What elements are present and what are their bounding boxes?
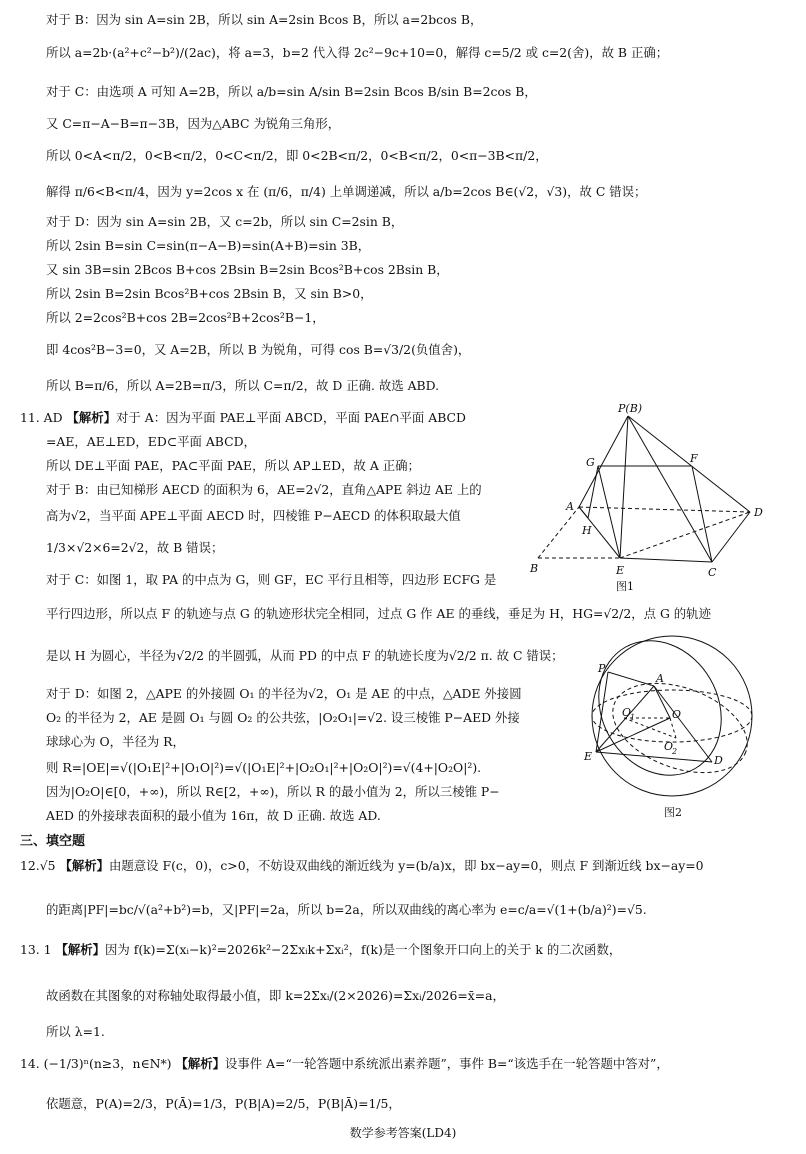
text-line <box>46 482 482 498</box>
line-text: 的距离|PF|=bc/√(a²+b²)=b，又|PF|=2a，所以 b=2a，所以双曲线的离心率为 e=c/a=√(1+(b/a)²)=√5. <box>46 902 647 917</box>
line-text: 对于 B：因为 sin A=sin 2B，所以 sin A=2sin Bcos B，所以 a=2bcos B， <box>46 12 483 27</box>
text-line <box>20 858 704 874</box>
fig2-label-O1-sub: 1 <box>630 713 636 722</box>
text-line <box>46 648 564 664</box>
text-line <box>20 1056 669 1072</box>
fig1-label-E: E <box>616 564 625 577</box>
line-text: 即 4cos²B−3=0，又 A=2B，所以 B 为锐角，可得 cos B=√3/2(负值舍)， <box>46 342 471 357</box>
text-line <box>46 1096 401 1112</box>
line-text: 所以 2=2cos²B+cos 2B=2cos²B+2cos²B−1， <box>46 310 325 325</box>
fig1-label-P: P(B) <box>618 402 643 415</box>
text-line <box>46 310 325 326</box>
fig2-caption: 图2 <box>664 806 682 819</box>
line-text: 所以 λ=1. <box>46 1024 105 1039</box>
line-text: 设事件 A=“一轮答题中系统派出素养题”，事件 B=“该选手在一轮答题中答对”， <box>225 1056 669 1071</box>
line-text: 对于 C：由选项 A 可知 A=2B，所以 a/b=sin A/sin B=2sin Bcos B/sin B=2cos B， <box>46 84 537 99</box>
text-line <box>46 262 449 278</box>
text-line <box>46 286 373 302</box>
text-line <box>46 1024 105 1040</box>
line-text: 又 C=π−A−B=π−3B，因为△ABC 为锐角三角形， <box>46 116 341 131</box>
line-text: 因为 f(k)=Σ(xᵢ−k)²=2026k²−2Σxᵢk+Σxᵢ²，f(k)是一个图象开口向上的关于 k 的二次函数， <box>105 942 622 957</box>
line-text: AED 的外接球表面积的最小值为 16π，故 D 正确. 故选 AD. <box>46 808 381 823</box>
text-line <box>46 12 482 28</box>
line-text: 所以 DE⊥平面 PAE，PA⊂平面 PAE，所以 AP⊥ED，故 A 正确； <box>46 458 420 473</box>
fig1-label-C: C <box>708 566 717 579</box>
fig2-label-E: E <box>584 750 593 763</box>
fig2-label-D: D <box>714 754 723 767</box>
fig1-label-A: A <box>566 500 574 513</box>
analysis-tag: 【解析】 <box>175 1056 225 1071</box>
analysis-tag: 【解析】 <box>59 858 109 873</box>
line-text: 对于 C：如图 1，取 PA 的中点为 G，则 GF，EC 平行且相等，四边形 ECFG 是 <box>46 572 497 587</box>
section-heading-fill-blank: 三、填空题 <box>20 834 86 849</box>
line-text: 高为√2，当平面 APE⊥平面 AECD 时，四棱锥 P−AECD 的体积取最大值 <box>46 508 461 523</box>
line-text: 则 R=|OE|=√(|O₁E|²+|O₁O|²)=√(|O₁E|²+|O₂O₁|²+|O₂O|²)=√(4+|O₂O|²). <box>46 760 482 775</box>
text-line <box>46 808 381 824</box>
fig1-label-F: F <box>690 452 698 465</box>
text-line <box>46 784 500 800</box>
line-text: 又 sin 3B=sin 2Bcos B+cos 2Bsin B=2sin Bcos²B+cos 2Bsin B， <box>46 262 449 277</box>
fig2-label-O: O <box>672 708 682 721</box>
line-text: 是以 H 为圆心，半径为√2/2 的半圆弧，从而 PD 的中点 F 的轨迹长度为√2/2 π. 故 C 错误； <box>46 648 564 663</box>
text-line <box>46 988 505 1004</box>
question-number: 14. (−1/3)ⁿ(n≥3，n∈N*) <box>20 1056 176 1071</box>
fig1-label-B: B <box>530 562 539 575</box>
text-line <box>46 434 256 450</box>
fig1-caption: 图1 <box>616 580 634 593</box>
question-number: 11. AD <box>20 410 67 425</box>
text-line <box>46 508 461 524</box>
line-text: 解得 π/6<B<π/4，因为 y=2cos x 在 (π/6，π/4) 上单调递减，所以 a/b=2cos B∈(√2，√3)，故 C 错误； <box>46 184 647 199</box>
line-text: 所以 2sin B=2sin Bcos²B+cos 2Bsin B，又 sin B>0， <box>46 286 373 301</box>
line-text: 球球心为 O，半径为 R， <box>46 734 185 749</box>
line-text: 对于 B：由已知梯形 AECD 的面积为 6，AE=2√2，直角△APE 斜边 AE 上的 <box>46 482 482 497</box>
text-line <box>46 540 223 556</box>
text-line <box>46 84 537 100</box>
fig2-label-P: P <box>598 662 606 675</box>
fig2-label-A: A <box>656 672 664 685</box>
line-text: 所以 0<A<π/2，0<B<π/2，0<C<π/2，即 0<2B<π/2，0<B<π/2，0<π−3B<π/2， <box>46 148 548 163</box>
text-line <box>46 458 420 474</box>
line-text: 对于 A：因为平面 PAE⊥平面 ABCD，平面 PAE∩平面 ABCD <box>116 410 466 425</box>
fig2-label-O1: O <box>622 706 632 719</box>
line-text: 1/3×√2×6=2√2，故 B 错误； <box>46 540 224 555</box>
line-text: O₂ 的半径为 2，AE 是圆 O₁ 与圆 O₂ 的公共弦，|O₂O₁|=√2. 设三棱锥 P−AED 外接 <box>46 710 520 725</box>
fig1-label-H: H <box>582 524 592 537</box>
text-line <box>46 378 439 394</box>
text-line <box>46 342 470 358</box>
text-line <box>46 572 496 588</box>
analysis-tag: 【解析】 <box>55 942 106 957</box>
line-text: 对于 D：因为 sin A=sin 2B，又 c=2b，所以 sin C=2sin B， <box>46 214 404 229</box>
figure-2-sphere <box>580 628 780 824</box>
text-line <box>46 45 668 61</box>
text-line <box>20 410 466 426</box>
figure-1-pyramid <box>524 400 784 596</box>
line-text: 平行四边形，所以点 F 的轨迹与点 G 的轨迹形状完全相同，过点 G 作 AE 的垂线，垂足为 H，HG=√2/2，点 G 的轨迹 <box>46 606 711 621</box>
line-text: 所以 a=2b·(a²+c²−b²)/(2ac)，将 a=3，b=2 代入得 2c²−9c+10=0，解得 c=5/2 或 c=2(舍)，故 B 正确； <box>46 45 669 60</box>
text-line <box>46 148 548 164</box>
line-text: 对于 D：如图 2，△APE 的外接圆 O₁ 的半径为√2，O₁ 是 AE 的中点，△ADE 外接圆 <box>46 686 522 701</box>
analysis-tag: 【解析】 <box>66 410 117 425</box>
text-line <box>46 214 403 230</box>
line-text: 所以 2sin B=sin C=sin(π−A−B)=sin(A+B)=sin 3B， <box>46 238 371 253</box>
question-number: 12.√5 <box>20 858 60 873</box>
text-line <box>46 184 646 200</box>
text-line <box>46 606 711 622</box>
line-text: 故函数在其图象的对称轴处取得最小值，即 k=2Σxᵢ/(2×2026)=Σxᵢ/2026=x̄=a， <box>46 988 505 1003</box>
fig1-label-D: D <box>754 506 763 519</box>
line-text: 依题意，P(A)=2/3，P(Ā)=1/3，P(B|A)=2/5，P(B|Ā)=1/5， <box>46 1096 401 1111</box>
line-text: 因为|O₂O|∈[0，+∞)，所以 R∈[2，+∞)，所以 R 的最小值为 2，所以三棱锥 P− <box>46 784 500 799</box>
text-line <box>46 238 370 254</box>
fig1-label-G: G <box>586 456 595 469</box>
text-line <box>46 686 522 702</box>
line-text: 所以 B=π/6，所以 A=2B=π/3，所以 C=π/2，故 D 正确. 故选 ABD. <box>46 378 440 393</box>
text-line <box>46 760 481 776</box>
text-line <box>46 116 340 132</box>
question-number: 13. 1 <box>20 942 56 957</box>
line-text: 由题意设 F(c，0)，c>0，不妨设双曲线的渐近线为 y=(b/a)x，即 bx−ay=0，则点 F 到渐近线 bx−ay=0 <box>109 858 704 873</box>
text-line <box>46 902 647 918</box>
fig2-label-O2: O <box>664 740 674 753</box>
fig2-label-O2-sub: 2 <box>672 747 678 756</box>
page-footer: 数学参考答案(LD4) <box>349 1126 457 1140</box>
text-line <box>20 942 621 958</box>
text-line <box>46 734 185 750</box>
text-line <box>46 710 520 726</box>
line-text: =AE，AE⊥ED，ED⊂平面 ABCD， <box>46 434 256 449</box>
